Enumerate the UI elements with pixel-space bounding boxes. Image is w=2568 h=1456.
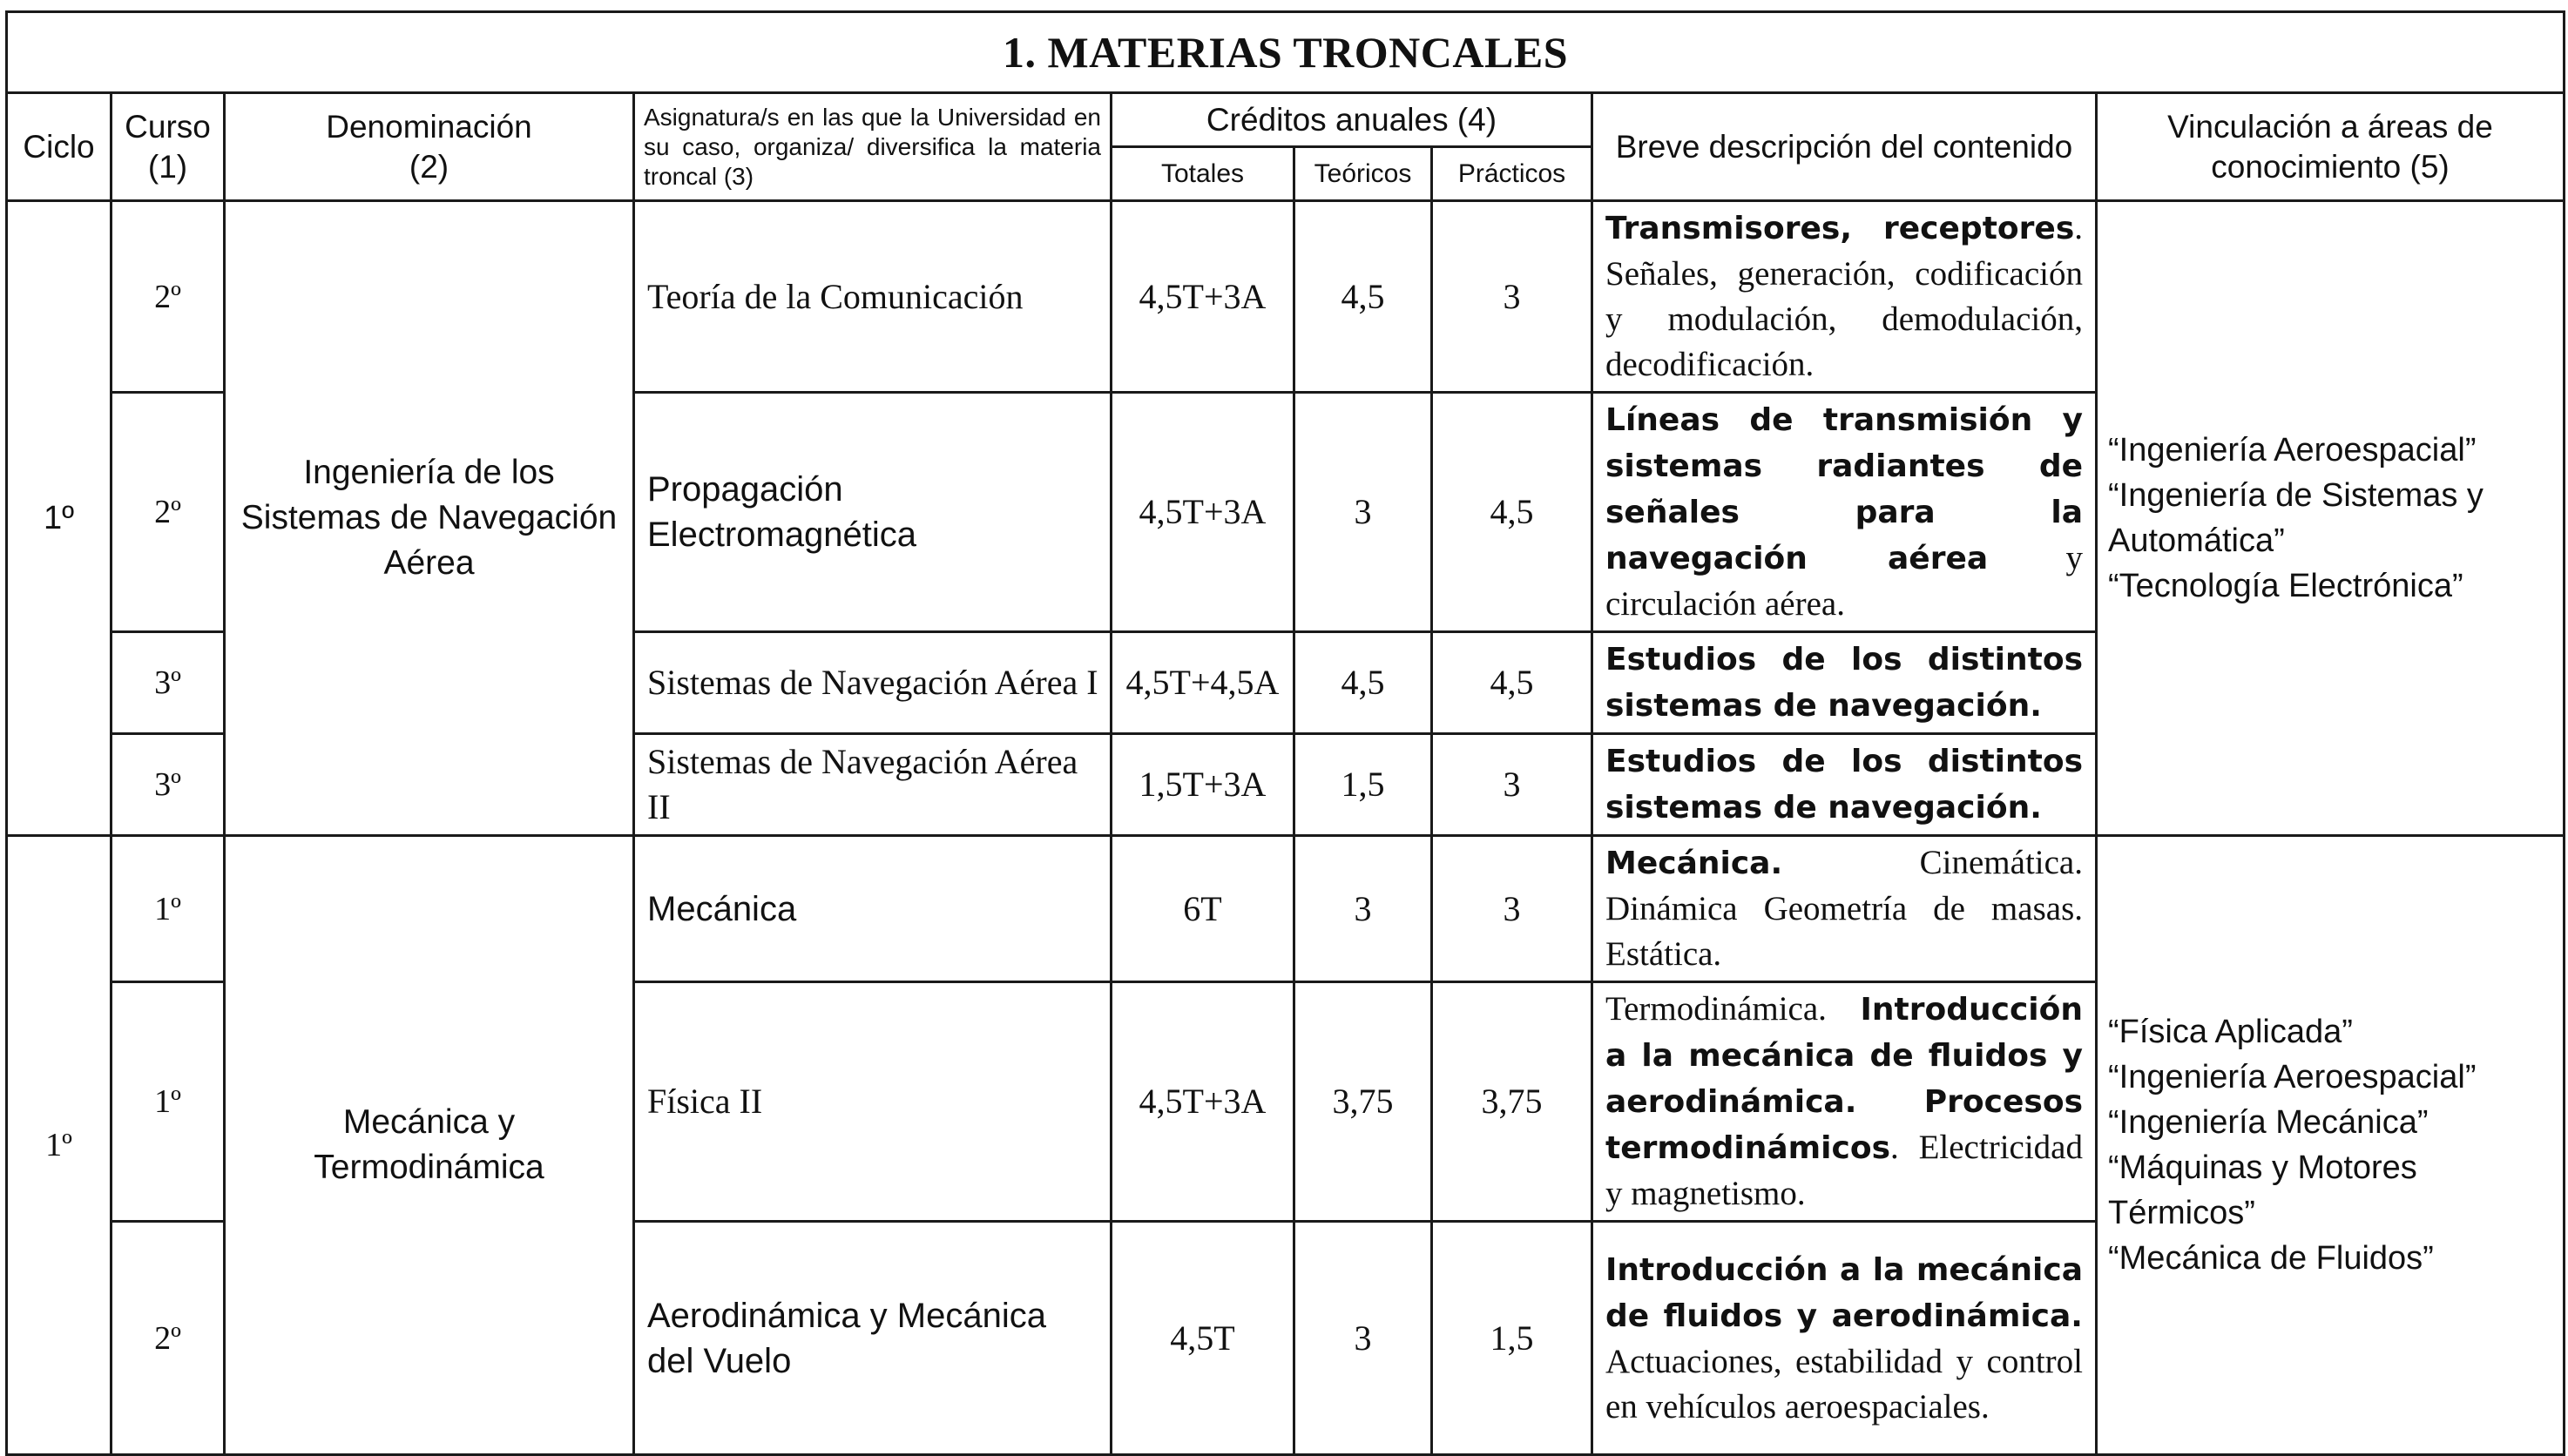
curso-cell: 2º (112, 393, 225, 632)
header-denominacion-label: Denominación (326, 108, 532, 145)
table-row (7, 201, 2565, 393)
curso-cell: 2º (112, 201, 225, 393)
header-descripcion: Breve descripción del contenido (1592, 93, 2097, 201)
totales-cell: 1,5T+3A (1112, 734, 1294, 836)
descripcion-bold: Estudios de los distintos sistemas de navegación. (1605, 642, 2083, 724)
curso-cell: 2º (112, 1222, 225, 1455)
asignatura-cell: Sistemas de Navegación Aérea II (634, 734, 1112, 836)
header-practicos: Prácticos (1432, 147, 1592, 201)
descripcion-cell (1592, 632, 2097, 734)
descripcion-text: y circulación aérea. (1605, 539, 2083, 623)
materias-table (5, 10, 2565, 1456)
totales-cell: 6T (1112, 836, 1294, 982)
descripcion-bold: Introducción a la mecánica de fluidos y aerodinámica. (1605, 1251, 2083, 1334)
vinculacion-item: “Máquinas y Motores Térmicos” (2108, 1149, 2417, 1231)
header-curso-label: Curso (125, 108, 211, 145)
header-curso (112, 93, 225, 201)
curso-cell: 1º (112, 836, 225, 982)
ciclo-cell: 1º (7, 836, 112, 1455)
teoricos-cell: 4,5 (1294, 201, 1432, 393)
totales-cell: 4,5T+3A (1112, 201, 1294, 393)
vinculacion-item: “Física Aplicada” (2108, 1014, 2353, 1050)
teoricos-cell: 3 (1294, 836, 1432, 982)
asignatura-cell: Aerodinámica y Mecánica del Vuelo (634, 1222, 1112, 1455)
curso-cell: 3º (112, 632, 225, 734)
header-totales: Totales (1112, 147, 1294, 201)
page-title: 1. MATERIAS TRONCALES (7, 12, 2565, 93)
descripcion-text: . Señales, generación, codificación y modulación, demodulación, decodificación. (1605, 209, 2083, 383)
totales-cell: 4,5T+4,5A (1112, 632, 1294, 734)
teoricos-cell: 3 (1294, 393, 1432, 632)
descripcion-bold: Líneas de transmisión y sistemas radiantes de señales para la navegación aérea (1605, 402, 2083, 576)
descripcion-text: Cinemática. Dinámica Geometría de masas. Estática. (1605, 844, 2083, 973)
descripcion-bold: Introducción a la mecánica de fluidos y aerodinámica. Procesos termodinámicos (1605, 992, 2083, 1166)
descripcion-bold: Mecánica. (1605, 846, 1783, 881)
header-denominacion (225, 93, 634, 201)
descripcion-bold: Estudios de los distintos sistemas de navegación. (1605, 744, 2083, 826)
descripcion-text: Actuaciones, estabilidad y control en vehículos aeroespaciales. (1605, 1342, 2083, 1426)
header-creditos: Créditos anuales (4) (1112, 93, 1592, 147)
practicos-cell: 3 (1432, 201, 1592, 393)
descripcion-cell (1592, 836, 2097, 982)
practicos-cell: 4,5 (1432, 393, 1592, 632)
denominacion-cell: Ingeniería de los Sistemas de Navegación Aérea (225, 201, 634, 836)
asignatura-cell: Teoría de la Comunicación (634, 201, 1112, 393)
practicos-cell: 4,5 (1432, 632, 1592, 734)
asignatura-cell: Propagación Electromagnética (634, 393, 1112, 632)
practicos-cell: 3,75 (1432, 982, 1592, 1222)
table-row (7, 836, 2565, 982)
practicos-cell: 1,5 (1432, 1222, 1592, 1455)
practicos-cell: 3 (1432, 836, 1592, 982)
teoricos-cell: 3,75 (1294, 982, 1432, 1222)
curso-cell: 3º (112, 734, 225, 836)
document-page (5, 10, 2563, 1426)
descripcion-cell (1592, 201, 2097, 393)
descripcion-cell (1592, 393, 2097, 632)
header-curso-note: (1) (147, 148, 188, 185)
asignatura-cell: Sistemas de Navegación Aérea I (634, 632, 1112, 734)
vinculacion-cell (2097, 201, 2565, 836)
vinculacion-item: “Tecnología Electrónica” (2108, 568, 2463, 604)
asignatura-cell: Mecánica (634, 836, 1112, 982)
vinculacion-item: “Ingeniería Aeroespacial” (2108, 432, 2477, 468)
teoricos-cell: 3 (1294, 1222, 1432, 1455)
descripcion-pre: Termodinámica. (1605, 990, 1861, 1028)
totales-cell: 4,5T+3A (1112, 393, 1294, 632)
header-vinculacion: Vinculación a áreas de conocimiento (5) (2097, 93, 2565, 201)
asignatura-cell: Física II (634, 982, 1112, 1222)
totales-cell: 4,5T (1112, 1222, 1294, 1455)
teoricos-cell: 1,5 (1294, 734, 1432, 836)
descripcion-cell (1592, 982, 2097, 1222)
header-denominacion-note: (2) (409, 148, 449, 185)
header-asignatura: Asignatura/s en las que la Universidad en su caso, organiza/ diversifica la materia troncal (3) (634, 93, 1112, 201)
vinculacion-cell (2097, 836, 2565, 1455)
vinculacion-item: “Ingeniería Aeroespacial” (2108, 1059, 2477, 1095)
descripcion-bold: Transmisores, receptores (1605, 211, 2075, 246)
header-ciclo: Ciclo (7, 93, 112, 201)
totales-cell: 4,5T+3A (1112, 982, 1294, 1222)
denominacion-cell: Mecánica y Termodinámica (225, 836, 634, 1455)
ciclo-cell: 1º (7, 201, 112, 836)
vinculacion-item: “Ingeniería Mecánica” (2108, 1104, 2429, 1141)
vinculacion-item: “Mecánica de Fluidos” (2108, 1240, 2434, 1277)
practicos-cell: 3 (1432, 734, 1592, 836)
descripcion-cell (1592, 734, 2097, 836)
vinculacion-item: “Ingeniería de Sistemas y Automática” (2108, 477, 2484, 559)
teoricos-cell: 4,5 (1294, 632, 1432, 734)
header-teoricos: Teóricos (1294, 147, 1432, 201)
descripcion-text: . Electricidad y magnetismo. (1605, 1129, 2083, 1212)
curso-cell: 1º (112, 982, 225, 1222)
descripcion-cell (1592, 1222, 2097, 1455)
